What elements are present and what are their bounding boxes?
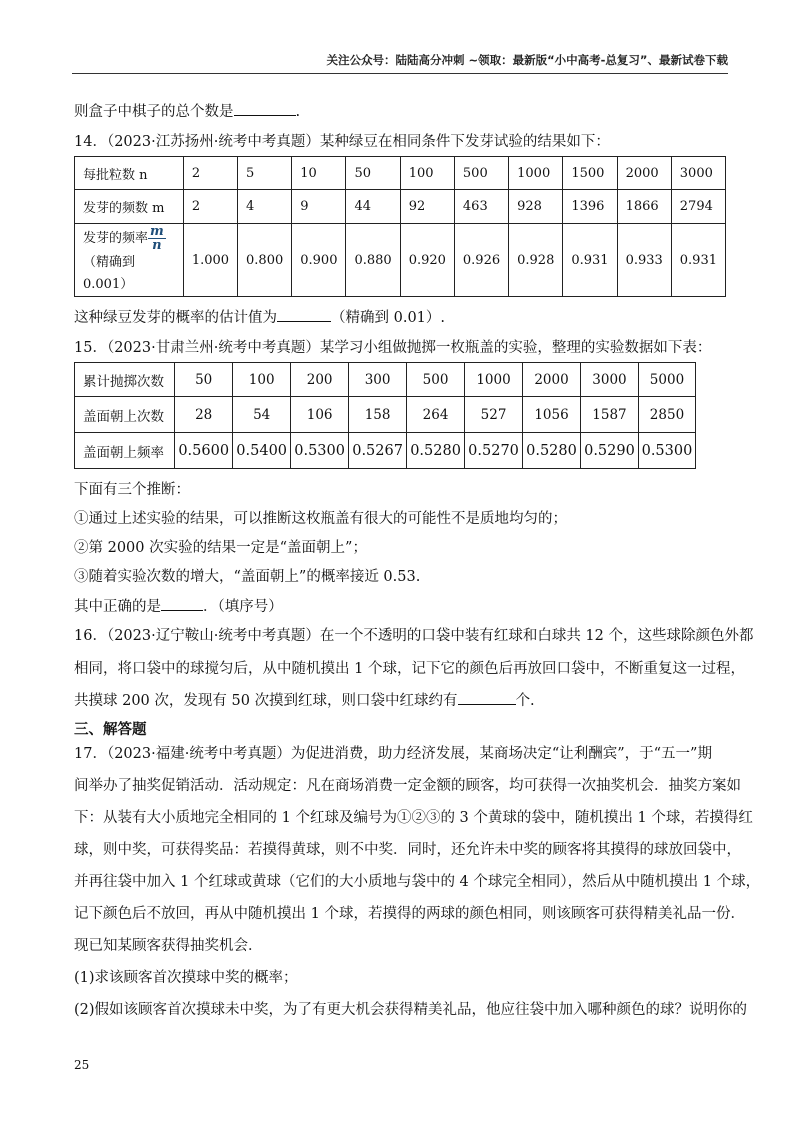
- q15-item-3: ③随着实验次数的增大，“盖面朝上”的概率接近 0.53.: [74, 569, 421, 585]
- q15-cell: 0.5267: [349, 433, 407, 469]
- q15-cell: 2850: [638, 397, 695, 433]
- q17-line: 间举办了抽奖促销活动．活动规定：凡在商场消费一定金额的顾客，均可获得一次抽奖机会．抽奖方案如: [74, 778, 741, 794]
- q14-after-a: 这种绿豆发芽的概率的估计值为: [74, 310, 277, 326]
- q14-cell: 1000: [509, 157, 563, 190]
- q14-row-batch: [75, 157, 726, 190]
- q17-line: 17．（2023·福建·统考中考真题）为促进消费，助力经济发展，某商场决定“让利酬宾”，于“五一”期: [74, 746, 712, 762]
- q15-row1-label: 累计抛掷次数: [75, 363, 175, 397]
- q15-intro: 下面有三个推断：: [74, 482, 190, 498]
- q15-cell: 200: [291, 363, 349, 397]
- q14-cell: 1.000: [183, 224, 237, 297]
- q15-cell: 500: [407, 363, 465, 397]
- q15-cell: 0.5270: [465, 433, 523, 469]
- q15-cell: 50: [175, 363, 233, 397]
- page-header: 关注公众号：陆陆高分冲刺 ~领取：最新版“小中高考-总复习”、最新试卷下载: [326, 53, 728, 67]
- q15-table: [74, 362, 696, 469]
- q14-cell: 50: [346, 157, 400, 190]
- q14-answer-blank: [277, 307, 331, 322]
- q14-cell: 2794: [671, 190, 725, 224]
- page-number: 25: [74, 1058, 90, 1072]
- q15-row-throws: [75, 363, 696, 397]
- q14-cell: 2000: [617, 157, 671, 190]
- q17-line: 并再往袋中加入 1 个红球或黄球（它们的大小质地与袋中的 4 个球完全相同），然后从中随机摸出 1 个球，: [74, 874, 761, 890]
- q15-cell: 28: [175, 397, 233, 433]
- q14-cell: 0.880: [346, 224, 400, 297]
- q17-subquestion-1: (1)求该顾客首次摸球中奖的概率；: [74, 970, 298, 986]
- q15-ask-a: 其中正确的是: [74, 599, 161, 615]
- q14-cell: 1396: [563, 190, 617, 224]
- q15-row3-label: 盖面朝上频率: [75, 433, 175, 469]
- q15-cell: 0.5300: [638, 433, 695, 469]
- q14-row3-label-c: 0.001）: [83, 276, 134, 292]
- q14-cell: 928: [509, 190, 563, 224]
- q14-table: [74, 156, 726, 297]
- q15-cell: 158: [349, 397, 407, 433]
- q14-cell: 0.931: [563, 224, 617, 297]
- fraction-m-over-n: [148, 225, 166, 252]
- q16-answer-blank: [458, 690, 516, 705]
- q15-cell: 0.5400: [233, 433, 291, 469]
- q13-tail-text: 则盒子中棋子的总个数是: [74, 104, 234, 120]
- q15-cell: 5000: [638, 363, 695, 397]
- q13-tail-end: .: [295, 104, 301, 120]
- q14-row-count: [75, 190, 726, 224]
- q17-line: 下：从装有大小质地完全相同的 1 个红球及编号为①②③的 3 个黄球的袋中，随机摸出 1 个球，若摸得红: [74, 810, 753, 826]
- q14-prompt: 14．（2023·江苏扬州·统考中考真题）某种绿豆在相同条件下发芽试验的结果如下：: [74, 134, 610, 150]
- q15-cell: 1000: [465, 363, 523, 397]
- q17-line: 记下颜色后不放回，再从中随机摸出 1 个球，若摸得的两球的颜色相同，则该顾客可获得精美礼品一份．: [74, 906, 745, 922]
- header-rule: [72, 73, 728, 74]
- q14-cell: 1500: [563, 157, 617, 190]
- q15-cell: 0.5290: [580, 433, 638, 469]
- q14-cell: 0.926: [454, 224, 508, 297]
- q15-ask-b: ．（填序号）: [203, 599, 283, 615]
- q15-cell: 0.5600: [175, 433, 233, 469]
- q15-cell: 1587: [580, 397, 638, 433]
- q14-row3-label-b: （精确到: [83, 254, 136, 270]
- q15-row-up-count: [75, 397, 696, 433]
- q15-answer-blank: [161, 596, 203, 611]
- q14-after-line: [74, 306, 740, 327]
- q15-prompt: 15．（2023·甘肃兰州·统考中考真题）某学习小组做抛掷一枚瓶盖的实验，整理的实验数据如下表：: [74, 340, 712, 356]
- q14-after-b: （精确到 0.01）.: [331, 310, 446, 326]
- q15-cell: 527: [465, 397, 523, 433]
- q14-cell: 1866: [617, 190, 671, 224]
- q14-cell: 100: [400, 157, 454, 190]
- q15-cell: 0.5280: [407, 433, 465, 469]
- section-heading: 三、解答题: [74, 722, 147, 738]
- q15-cell: 2000: [523, 363, 581, 397]
- q14-cell: 3000: [671, 157, 725, 190]
- q16-line-1: 16．（2023·辽宁鞍山·统考中考真题）在一个不透明的口袋中装有红球和白球共 12 个，这些球除颜色外都: [74, 628, 754, 644]
- q13-tail-line: [74, 100, 740, 121]
- q15-cell: 0.5300: [291, 433, 349, 469]
- q14-row3-label-a: 发芽的频率: [83, 230, 149, 246]
- q14-row2-label: 发芽的频数 m: [75, 190, 184, 224]
- fraction-numerator: m: [150, 223, 164, 239]
- q17-line: 现已知某顾客获得抽奖机会．: [74, 938, 263, 954]
- q15-row2-label: 盖面朝上次数: [75, 397, 175, 433]
- q14-cell: 9: [292, 190, 346, 224]
- q15-cell: 100: [233, 363, 291, 397]
- q15-cell: 1056: [523, 397, 581, 433]
- q17-line: 球，则中奖，可获得奖品：若摸得黄球，则不中奖．同时，还允许未中奖的顾客将其摸得的球放回袋中，: [74, 842, 741, 858]
- q14-cell: 0.933: [617, 224, 671, 297]
- q14-cell: 2: [183, 190, 237, 224]
- q14-row3-label: [75, 224, 184, 297]
- q14-row-frequency: [75, 224, 726, 297]
- q14-cell: 4: [238, 190, 292, 224]
- q15-cell: 54: [233, 397, 291, 433]
- q16-line-3b: 个.: [515, 693, 535, 709]
- q17-subquestion-2: (2)假如该顾客首次摸球未中奖，为了有更大机会获得精美礼品，他应往袋中加入哪种颜色的球？说明你的: [74, 1002, 748, 1018]
- q15-cell: 106: [291, 397, 349, 433]
- q14-cell: 0.920: [400, 224, 454, 297]
- q14-cell: 463: [454, 190, 508, 224]
- q14-cell: 5: [238, 157, 292, 190]
- q16-line-3a: 共摸球 200 次，发现有 50 次摸到红球，则口袋中红球约有: [74, 693, 458, 709]
- q15-cell: 300: [349, 363, 407, 397]
- q15-row-up-frequency: [75, 433, 696, 469]
- q14-cell: 92: [400, 190, 454, 224]
- q15-item-2: ②第 2000 次实验的结果一定是“盖面朝上”；: [74, 540, 367, 556]
- q14-cell: 500: [454, 157, 508, 190]
- q14-cell: 44: [346, 190, 400, 224]
- q15-cell: 3000: [580, 363, 638, 397]
- q15-ask-line: [74, 595, 740, 616]
- q13-answer-blank: [234, 101, 296, 116]
- q14-row1-label: 每批粒数 n: [75, 157, 184, 190]
- q14-cell: 2: [183, 157, 237, 190]
- q15-cell: 264: [407, 397, 465, 433]
- fraction-denominator: n: [152, 237, 162, 253]
- q14-cell: 10: [292, 157, 346, 190]
- q15-item-1: ①通过上述实验的结果，可以推断这枚瓶盖有很大的可能性不是质地均匀的；: [74, 511, 567, 527]
- q14-cell: 0.800: [238, 224, 292, 297]
- q16-line-3: [74, 689, 740, 710]
- q14-cell: 0.928: [509, 224, 563, 297]
- q14-cell: 0.900: [292, 224, 346, 297]
- q14-cell: 0.931: [671, 224, 725, 297]
- q15-cell: 0.5280: [523, 433, 581, 469]
- q16-line-2: 相同，将口袋中的球搅匀后，从中随机摸出 1 个球，记下它的颜色后再放回口袋中，不断重复这一过程，: [74, 661, 745, 677]
